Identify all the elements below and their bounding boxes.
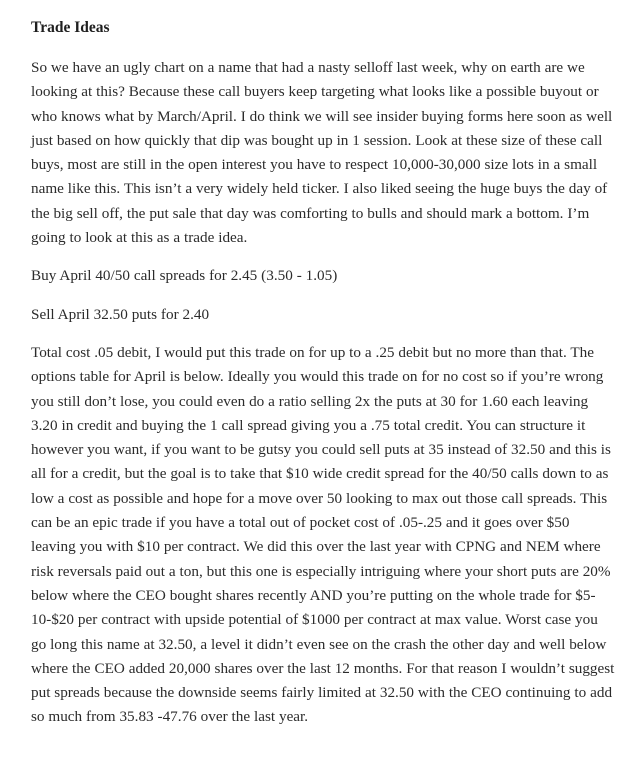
call-spread-paragraph: Buy April 40/50 call spreads for 2.45 (3.50 - 1.05) (31, 267, 338, 285)
trade-details-paragraph: Total cost .05 debit, I would put this trade on for up to a .25 debit but no more than that. The options table for April is below. Ideally you would this trade on for no cost so if you’re wrong you still don’t lose, you could even do a ratio selling 2x the puts at 30 for 1.60 each leaving 3.20 in credit and buying the 1 call spread giving you a .75 total credit. You can structure it however you want, if you want to be gutsy you could sell puts at 35 instead of 32.50 and this is all for a credit, but the goal is to take that $10 wide credit spread for the 40/50 calls down to as low a cost as possible and hope for a move over 50 looking to max out those call spreads. This can be an epic trade if you have a total out of pocket cost of .05-.25 and it goes over $50 leaving you with $10 per contract. We did this over the last year with CPNG and NEM where risk reversals paid out a ton, but this one is especially intriguing where your short puts are 20% below where the CEO bought shares recently AND you’re putting on the whole trade for $5-10-$20 per contract with upside potential of $1000 per contract at max value. Worst case you go long this name at 32.50, a level it didn’t even see on the crash the other day and well below where the CEO added 20,000 shares over the last 12 months. For that reason I wouldn’t suggest put spreads because the downside seems fairly limited at 32.50 with the CEO continuing to add so much from 35.83 -47.76 over the last year. (31, 343, 615, 726)
intro-paragraph: So we have an ugly chart on a name that had a nasty selloff last week, why on earth are we looking at this? Because these call buyers keep targeting what looks like a possible buyout or who knows what by March/April. I do think we will see insider buying forms here soon as well just based on how quickly that dip was bought up in 1 session. Look at these size of these call buys, most are still in the open interest you have to respect 10,000-30,000 size lots in a small name like this. This isn’t a very widely held ticker. I also liked seeing the huge buys the day of the big sell off, the put sale that day was comforting to bulls and should mark a bottom. I’m going to look at this as a trade idea. (31, 59, 613, 247)
put-sale-paragraph: Sell April 32.50 puts for 2.40 (31, 305, 210, 323)
article-body (31, 14, 615, 744)
section-heading: Trade Ideas (31, 19, 110, 36)
